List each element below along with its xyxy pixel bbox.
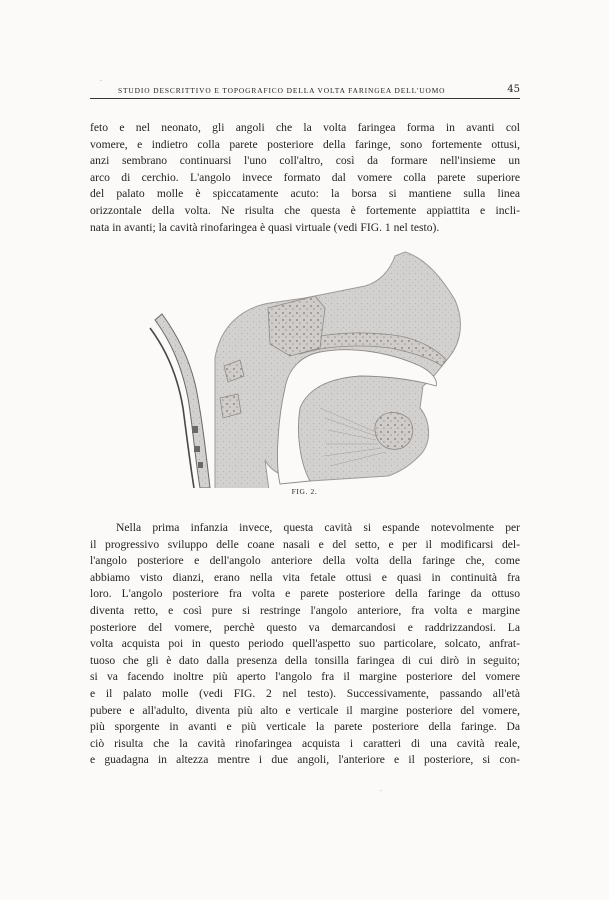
paragraph-1-line: del palato molle è spiccatamente acuto: la borsa si mantiene sulla linea [90,187,520,201]
speck: · [380,788,382,795]
page-number: 45 [507,84,520,95]
paragraph-2-line: l'angolo posteriore e dell'angolo anteriore della volta della faringe che, come [90,554,520,568]
figure-caption: FIG. 2. [291,487,318,496]
paragraph-2 [90,520,520,769]
running-header [90,84,520,99]
tongue-mass [375,412,413,449]
paragraph-2-line: abbiamo visto dianzi, erano nella vita fetale ottusi e quasi in continuità fra [90,570,520,584]
paragraph-1-line: orizzontale della volta. Ne risulta che questa è fortemente appiattita e incli- [90,203,520,217]
paragraph-2-line: più sporgente in avanti e più verticale la parete posteriore della faringe. Da [90,720,520,734]
paragraph-2-line: e guadagna in altezza mentre i due angoli, l'anteriore e il posteriore, si con- [90,753,520,767]
paragraph-2-line: posteriore del vomere, perchè questo va demarcandosi e raddrizzandosi. La [90,620,520,634]
paragraph-1-line: nata in avanti; la cavità rinofaringea è quasi virtuale (vedi FIG. 1 nel testo). [90,220,440,234]
paragraph-2-line: pubere e all'adulto, diventa più alto e verticale il margine posteriore del vomere, [90,703,520,717]
paragraph-2-line: ciò risulta che la cavità rinofaringea acquista i caratteri di una cavità reale, [90,736,520,750]
paragraph-1 [90,120,520,236]
paragraph-2-line: si va facendo inoltre più aperto l'angolo fra il margine posteriore del vomere [90,670,520,684]
paragraph-2-line: Nella prima infanzia invece, questa cavità si espande notevolmente per [116,521,520,534]
figure-2-illustration [120,248,480,488]
paragraph-2-line: tuoso che gli è dato dalla presenza della tonsilla faringea di cui dirò in seguito; [90,653,520,667]
paragraph-2-line: volta acquista poi in questo periodo quell'aspetto suo particolare, solcato, anfrat- [90,637,520,651]
running-header-title: STUDIO DESCRITTIVO E TOPOGRAFICO DELLA VOLTA FARINGEA DELL'UOMO [118,86,446,95]
paragraph-1-line: arco di cerchio. L'angolo invece formato dal vomere colla parete superiore [90,170,520,184]
speck: · [100,78,102,85]
paragraph-2-line: loro. L'angolo posteriore fra volta e parete posteriore della faringe da ottuso [90,587,520,601]
paragraph-2-line: diventa retto, e così pure si restringe l'angolo anteriore, fra volta e margine [90,603,520,617]
occipital-inner-line [150,328,194,488]
paragraph-1-line: anzi sembrano continuarsi l'uno coll'altro, così da formare nell'insieme un [90,154,520,168]
paragraph-2-line: e il palato molle (vedi FIG. 2 nel testo). Successivamente, passando all'età [90,686,520,700]
figure-2-sagittal-section [120,248,480,488]
paragraph-1-line: vomere, e indietro colla parete posteriore della faringe, sono fortemente ottusi, [90,137,520,151]
paragraph-2-line: il progressivo sviluppo delle coane nasali e del setto, e per il modificarsi del- [90,537,520,551]
paragraph-1-line: feto e nel neonato, gli angoli che la volta faringea forma in avanti col [90,121,520,134]
